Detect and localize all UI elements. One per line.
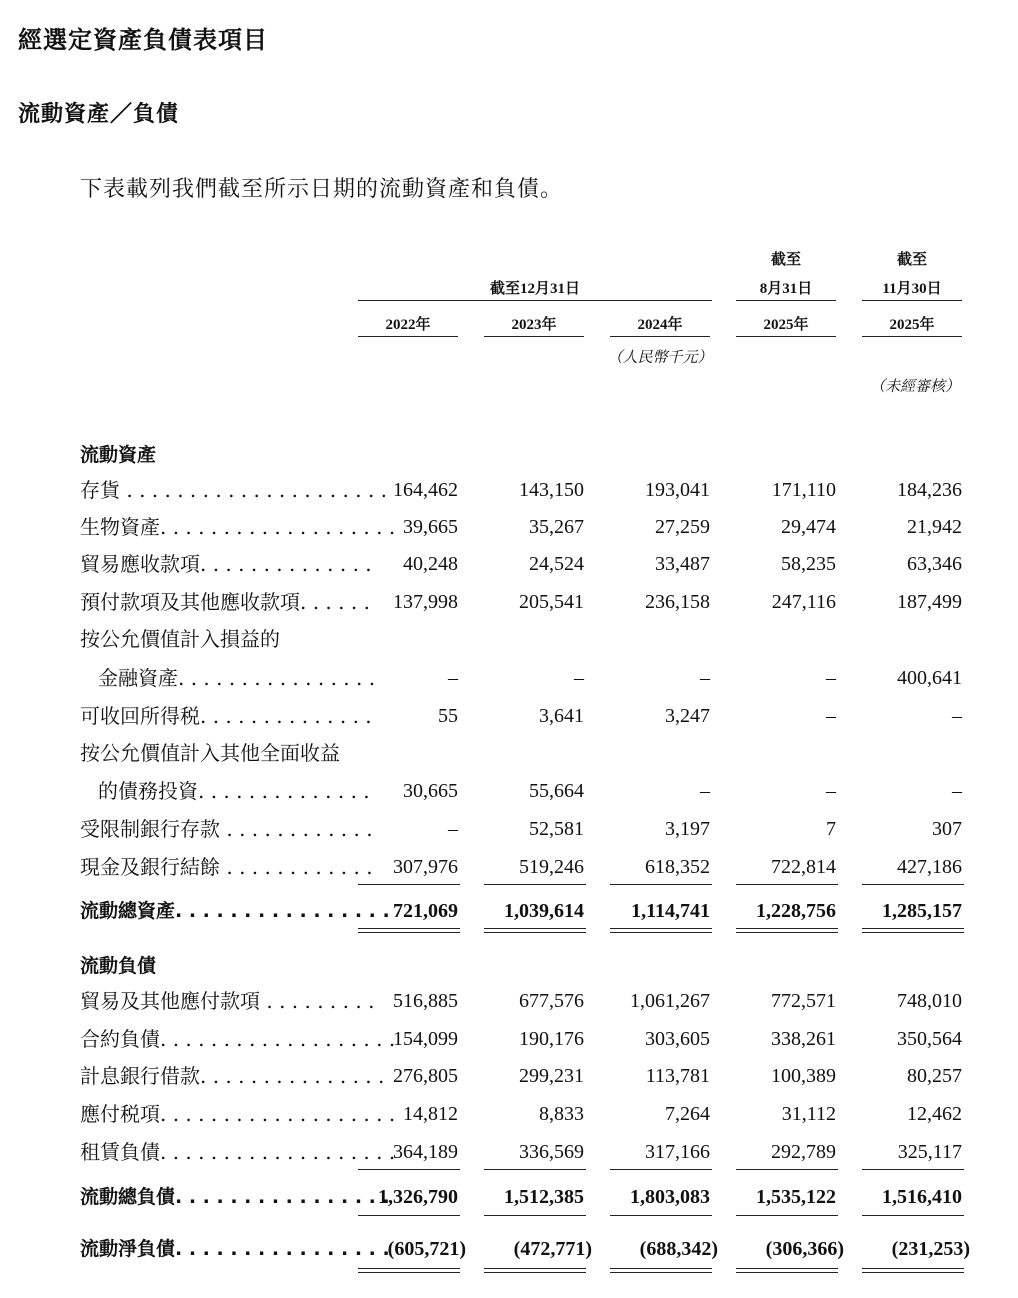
value-cell: 1,535,122: [756, 1186, 836, 1208]
unit-note: （人民幣千元）: [607, 350, 713, 366]
row-label: 流動淨負債. . . . . . . . . . . . . . . .: [80, 1238, 390, 1260]
header-group-aug-line1: 截至: [770, 252, 801, 268]
double-rule-bottom: [862, 932, 964, 933]
rule-before-net: [610, 1215, 712, 1216]
value-cell: (688,342): [639, 1238, 718, 1260]
table-row: [80, 512, 980, 542]
double-rule-bottom: [736, 1272, 838, 1273]
row-label: 租賃負債. . . . . . . . . . . . . . . . . . .: [80, 1140, 396, 1164]
header-rule-nov: [862, 300, 962, 301]
row-label: 存貨 . . . . . . . . . . . . . . . . . . . . .: [80, 478, 388, 502]
table-row: [80, 986, 980, 1016]
year-col-5: 2025年: [889, 317, 935, 333]
double-rule-top: [736, 928, 838, 929]
value-cell: 55,664: [529, 780, 584, 802]
subtotal-rule: [358, 1169, 460, 1170]
subtotal-rule: [736, 1169, 838, 1170]
subtotal-rule: [736, 884, 838, 885]
row-label: 的債務投資. . . . . . . . . . . . . .: [98, 779, 370, 803]
row-label: 預付款項及其他應收款項. . . . . .: [80, 590, 370, 614]
table-row: [80, 624, 980, 654]
current-assets-heading: 流動資產: [80, 444, 157, 466]
total-row-liabilities: [80, 1182, 980, 1212]
value-cell: 307: [932, 818, 962, 840]
value-cell: 307,976: [393, 856, 458, 878]
value-cell: 427,186: [897, 856, 962, 878]
double-rule-bottom: [610, 1272, 712, 1273]
year-rule-4: [736, 336, 836, 337]
table-row: [80, 587, 980, 617]
value-cell: –: [700, 780, 710, 802]
net-liabilities-row: [80, 1234, 980, 1264]
row-label: 生物資產. . . . . . . . . . . . . . . . . . .: [80, 515, 396, 539]
value-cell: 3,197: [665, 818, 710, 840]
value-cell: 52,581: [529, 818, 584, 840]
year-rule-1: [358, 336, 458, 337]
table-row: [80, 475, 980, 505]
double-rule-bottom: [484, 1272, 586, 1273]
intro-paragraph: 下表載列我們截至所示日期的流動資產和負債。: [80, 177, 564, 202]
row-label: 貿易應收款項. . . . . . . . . . . . . .: [80, 552, 372, 576]
value-cell: 193,041: [645, 479, 710, 501]
value-cell: 292,789: [771, 1141, 836, 1163]
value-cell: 677,576: [519, 990, 584, 1012]
value-cell: 519,246: [519, 856, 584, 878]
value-cell: (605,721): [387, 1238, 466, 1260]
row-label: 受限制銀行存款 . . . . . . . . . . . .: [80, 817, 373, 841]
value-cell: (472,771): [513, 1238, 592, 1260]
double-rule-top: [484, 928, 586, 929]
header-rule-dec: [358, 300, 712, 301]
value-cell: 772,571: [771, 990, 836, 1012]
value-cell: 100,389: [771, 1065, 836, 1087]
table-row: [80, 1137, 980, 1167]
rule-before-net: [862, 1215, 964, 1216]
value-cell: 164,462: [393, 479, 458, 501]
double-rule-top: [484, 1268, 586, 1269]
value-cell: 21,942: [907, 516, 962, 538]
value-cell: 1,114,741: [631, 900, 710, 922]
subsection-title: 流動資產／負債: [18, 102, 180, 127]
double-rule-bottom: [484, 932, 586, 933]
value-cell: 1,512,385: [504, 1186, 584, 1208]
value-cell: 299,231: [519, 1065, 584, 1087]
table-row: [80, 701, 980, 731]
double-rule-bottom: [358, 932, 460, 933]
year-rule-3: [610, 336, 710, 337]
double-rule-bottom: [862, 1272, 964, 1273]
value-cell: 748,010: [897, 990, 962, 1012]
value-cell: 184,236: [897, 479, 962, 501]
header-group-aug-line2: 8月31日: [759, 281, 813, 297]
value-cell: 58,235: [781, 553, 836, 575]
rule-before-net: [736, 1215, 838, 1216]
row-label: 金融資產. . . . . . . . . . . . . . . .: [98, 666, 376, 690]
value-cell: 63,346: [907, 553, 962, 575]
subtotal-rule: [358, 884, 460, 885]
value-cell: –: [952, 780, 962, 802]
value-cell: 3,641: [539, 705, 584, 727]
value-cell: 350,564: [897, 1028, 962, 1050]
double-rule-bottom: [736, 932, 838, 933]
value-cell: 7: [826, 818, 836, 840]
value-cell: 39,665: [403, 516, 458, 538]
row-label: 可收回所得税. . . . . . . . . . . . . .: [80, 704, 372, 728]
table-row: [80, 852, 980, 882]
value-cell: 1,803,083: [630, 1186, 710, 1208]
subtotal-rule: [484, 884, 586, 885]
value-cell: –: [700, 667, 710, 689]
value-cell: –: [826, 705, 836, 727]
value-cell: 7,264: [665, 1103, 710, 1125]
value-cell: –: [448, 818, 458, 840]
value-cell: –: [448, 667, 458, 689]
value-cell: 1,039,614: [504, 900, 584, 922]
value-cell: 137,998: [393, 591, 458, 613]
value-cell: –: [952, 705, 962, 727]
row-label: 流動總負債. . . . . . . . . . . . . . . .: [80, 1186, 390, 1208]
value-cell: 3,247: [665, 705, 710, 727]
year-col-4: 2025年: [763, 317, 809, 333]
year-rule-2: [484, 336, 584, 337]
row-label: 按公允價值計入損益的: [80, 627, 280, 651]
value-cell: 317,166: [645, 1141, 710, 1163]
value-cell: –: [826, 780, 836, 802]
header-rule-aug: [736, 300, 836, 301]
value-cell: 721,069: [393, 900, 458, 922]
double-rule-top: [358, 1268, 460, 1269]
value-cell: 143,150: [519, 479, 584, 501]
value-cell: 154,099: [393, 1028, 458, 1050]
value-cell: (231,253): [891, 1238, 970, 1260]
value-cell: 55: [438, 705, 458, 727]
table-row: [80, 663, 980, 693]
row-label: 按公允價值計入其他全面收益: [80, 741, 340, 765]
table-row: [80, 738, 980, 768]
double-rule-top: [610, 928, 712, 929]
double-rule-top: [862, 1268, 964, 1269]
value-cell: 1,516,410: [882, 1186, 962, 1208]
value-cell: 35,267: [529, 516, 584, 538]
value-cell: 40,248: [403, 553, 458, 575]
row-label: 合約負債. . . . . . . . . . . . . . . . . . .: [80, 1027, 396, 1051]
value-cell: 1,326,790: [378, 1186, 458, 1208]
header-group-nov-line1: 截至: [896, 252, 927, 268]
double-rule-top: [358, 928, 460, 929]
double-rule-top: [610, 1268, 712, 1269]
value-cell: 303,605: [645, 1028, 710, 1050]
year-col-1: 2022年: [385, 317, 431, 333]
double-rule-top: [736, 1268, 838, 1269]
row-label: 現金及銀行結餘 . . . . . . . . . . . .: [80, 855, 373, 879]
subtotal-rule: [610, 1169, 712, 1170]
year-rule-5: [862, 336, 962, 337]
double-rule-bottom: [358, 1272, 460, 1273]
value-cell: 8,833: [539, 1103, 584, 1125]
value-cell: 29,474: [781, 516, 836, 538]
subtotal-rule: [484, 1169, 586, 1170]
value-cell: 30,665: [403, 780, 458, 802]
double-rule-bottom: [610, 932, 712, 933]
value-cell: 325,117: [897, 1141, 962, 1163]
row-label: 流動總資產. . . . . . . . . . . . . . . .: [80, 900, 390, 922]
subtotal-rule: [610, 884, 712, 885]
value-cell: 236,158: [645, 591, 710, 613]
section-title: 經選定資產負債表項目: [18, 26, 268, 54]
value-cell: 24,524: [529, 553, 584, 575]
value-cell: 190,176: [519, 1028, 584, 1050]
value-cell: 336,569: [519, 1141, 584, 1163]
value-cell: 80,257: [907, 1065, 962, 1087]
subtotal-rule: [862, 1169, 964, 1170]
table-row: [80, 1099, 980, 1129]
value-cell: 31,112: [781, 1103, 836, 1125]
current-liabilities-heading: 流動負債: [80, 955, 157, 977]
value-cell: 1,061,267: [630, 990, 710, 1012]
value-cell: 1,228,756: [756, 900, 836, 922]
table-row: [80, 776, 980, 806]
table-row: [80, 549, 980, 579]
value-cell: –: [574, 667, 584, 689]
value-cell: 338,261: [771, 1028, 836, 1050]
unaudited-note: （未經審核）: [869, 379, 960, 395]
row-label: 應付税項. . . . . . . . . . . . . . . . . . .: [80, 1102, 396, 1126]
value-cell: –: [826, 667, 836, 689]
value-cell: 722,814: [771, 856, 836, 878]
header-group-nov-line2: 11月30日: [882, 281, 942, 297]
value-cell: 27,259: [655, 516, 710, 538]
value-cell: 14,812: [403, 1103, 458, 1125]
value-cell: 516,885: [393, 990, 458, 1012]
table-row: [80, 814, 980, 844]
double-rule-top: [862, 928, 964, 929]
header-group-dec: 截至12月31日: [489, 281, 580, 297]
rule-before-net: [358, 1215, 460, 1216]
value-cell: 247,116: [771, 591, 836, 613]
value-cell: 33,487: [655, 553, 710, 575]
year-col-3: 2024年: [637, 317, 683, 333]
value-cell: 171,110: [771, 479, 836, 501]
value-cell: 205,541: [519, 591, 584, 613]
subtotal-rule: [862, 884, 964, 885]
value-cell: 618,352: [645, 856, 710, 878]
value-cell: 1,285,157: [882, 900, 962, 922]
value-cell: 113,781: [645, 1065, 710, 1087]
table-row: [80, 1024, 980, 1054]
value-cell: 276,805: [393, 1065, 458, 1087]
value-cell: 364,189: [393, 1141, 458, 1163]
year-col-2: 2023年: [511, 317, 557, 333]
value-cell: 187,499: [897, 591, 962, 613]
value-cell: (306,366): [765, 1238, 844, 1260]
total-row-assets: [80, 896, 980, 926]
value-cell: 400,641: [897, 667, 962, 689]
row-label: 計息銀行借款. . . . . . . . . . . . . . .: [80, 1064, 385, 1088]
rule-before-net: [484, 1215, 586, 1216]
table-row: [80, 1061, 980, 1091]
row-label: 貿易及其他應付款項 . . . . . . . . .: [80, 989, 375, 1013]
value-cell: 12,462: [907, 1103, 962, 1125]
